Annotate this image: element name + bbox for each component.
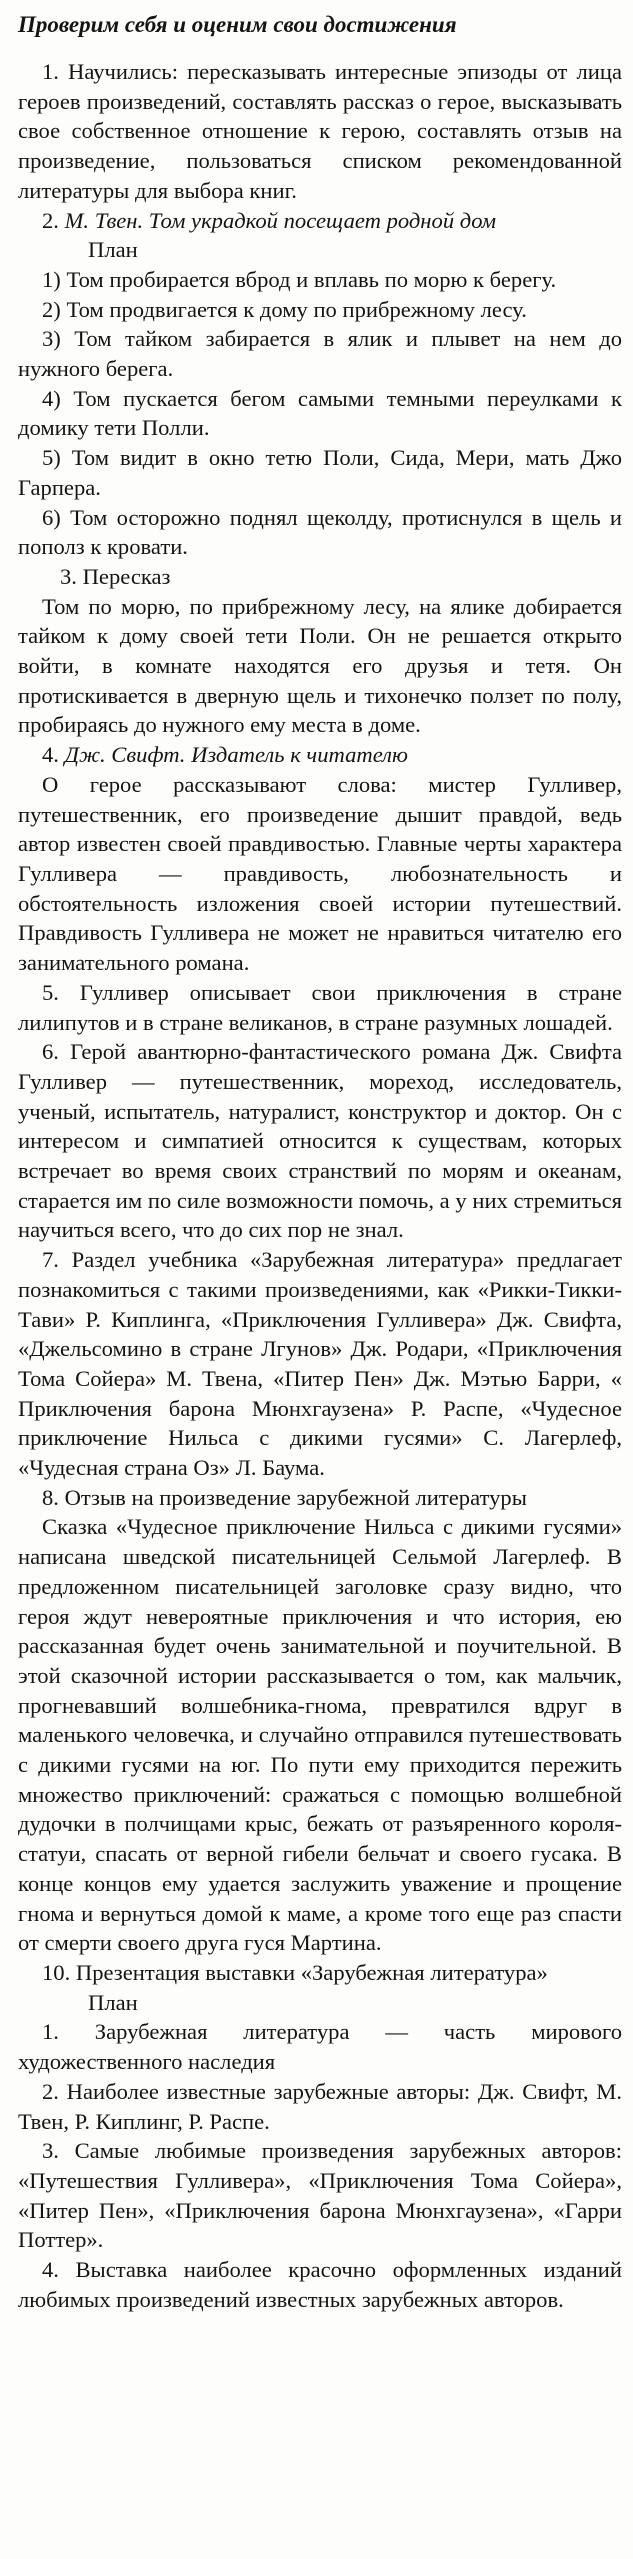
heading-swift (18, 740, 622, 770)
plan-item: 3) Том тайком забирается в ялик и плывет на нем до нужного берега. (18, 326, 622, 382)
plan-item: 4) Том пускается бегом самыми темными переулками к домику тети Полли. (18, 385, 622, 441)
heading-number: 4. (42, 742, 65, 768)
heading-work-title: М. Твен. Том украдкой посещает родной дом (64, 207, 497, 233)
plan-item: 2. Наиболее известные зарубежные авторы: Дж. Свифт, М. Твен, Р. Киплинг, Р. Распе. (18, 2078, 622, 2134)
paragraph-review: Сказка «Чудесное приключение Нильса с дикими гусями» написана шведской писательницей Сельмой Лагерлеф. В предложенном писательницей заголовке сразу видно, что героя ждут невероятные приключения и что история, ею рассказанная будет очень занимательной и поучительной. В этой сказочной истории рассказывается о том, как мальчик, прогневавший волшебника-гнома, превратился вдруг в маленького человечка, и случайно отправился путешествовать с дикими гусями на юг. По пути ему приходится пережить множество приключений: сражаться с помощью волшебной дудочки в полчищами крыс, бежать от разъяренного короля-статуи, спасать от верной гибели бельчат и своего гусака. В конце концов ему удается заслужить уважение и прощение гнома и вернуться домой к маме, а кроме того еще раз спасти от смерти своего друга гуся Мартина. (18, 1514, 622, 1956)
plan-item: 3. Самые любимые произведения зарубежных авторов: «Путешествия Гулливера», «Приключения Тома Сойера», «Питер Пен», «Приключения барона Мюнхгаузена», «Гарри Поттер». (18, 2138, 622, 2253)
plan-heading: План (88, 237, 138, 263)
heading-twain (18, 206, 622, 236)
paragraph-gulliver-hero: 6. Герой авантюрно-фантастического романа Дж. Свифта Гулливер — путешественник, мореход, исследователь, ученый, испытатель, натуралист, конструктор и доктор. Он с интересом и симпатией относится к существам, которых встречает во время своих странствий по морям и океанам, старается им по силе возможности помочь, а у них стремиться научиться всего, что до сих пор не знал. (18, 1039, 622, 1243)
plan-item: 1. Зарубежная литература — часть мирового художественного наследия (18, 2019, 622, 2075)
heading-number: 2. (42, 207, 65, 233)
paragraph-learned: 1. Научились: пересказывать интересные эпизоды от лица героев произведений, составлять рассказ о герое, высказывать свое собственное отношение к герою, составлять отзыв на произведение, пользоваться списком рекомендованной литературы для выбора книг. (18, 59, 622, 203)
plan-heading: План (88, 1989, 138, 2015)
paragraph-gulliver-traits: О герое рассказывают слова: мистер Гулливер, путешественник, его произведение дышит правдой, ведь автор известен своей правдивостью. Главные черты характера Гулливера — правдивость, любознательность и обстоятельность изложения своей истории путешествий. Правдивость Гулливера не может не нравиться читателю его занимательного романа. (18, 771, 622, 976)
section-title: Проверим себя и оценим свои достижения (18, 12, 457, 37)
paragraph-gulliver-adventures: 5. Гулливер описывает свои приключения в стране лилипутов и в стране великанов, в стране разумных лошадей. (18, 979, 622, 1035)
plan-item: 2) Том продвигается к дому по прибрежному лесу. (42, 296, 527, 322)
paragraph-section-works: 7. Раздел учебника «Зарубежная литература» предлагает познакомиться с такими произведениями, как «Рикки-Тикки-Тави» Р. Киплинга, «Приключения Гулливера» Дж. Свифта, «Джельсомино в стране Лгунов» Дж. Родари, «Приключения Тома Сойера» М. Твена, «Питер Пен» Дж. Мэтью Барри, « Приключения барона Мюнхгаузена» Р. Распе, «Чудесное приключение Нильса с дикими гусями» С. Лагерлеф, «Чудесная страна Оз» Л. Баума. (18, 1247, 622, 1481)
paragraph-retelling: Том по морю, по прибрежному лесу, на ялике добирается тайком к дому своей тети Поли. Он не решается открыто войти, в комнате находятся его друзья и тетя. Он протискивается в дверную щель и тихонечко ползет по полу, пробираясь до нужного ему места в доме. (18, 593, 622, 738)
retelling-heading: 3. Пересказ (60, 563, 171, 589)
plan-item: 4. Выставка наиболее красочно оформленных изданий любимых произведений известных зарубежных авторов. (18, 2257, 622, 2312)
plan-item: 6) Том осторожно поднял щеколду, протиснулся в щель и пополз к кровати. (18, 504, 622, 560)
presentation-heading: 10. Презентация выставки «Зарубежная литература» (42, 1960, 548, 1985)
review-heading: 8. Отзыв на произведение зарубежной литературы (42, 1484, 527, 1510)
plan-item: 5) Том видит в окно тетю Поли, Сида, Мери, мать Джо Гарпера. (18, 445, 622, 500)
plan-item: 1) Том пробирается вброд и вплавь по морю к берегу. (42, 266, 557, 292)
heading-work-title: Дж. Свифт. Издатель к читателю (64, 742, 408, 768)
